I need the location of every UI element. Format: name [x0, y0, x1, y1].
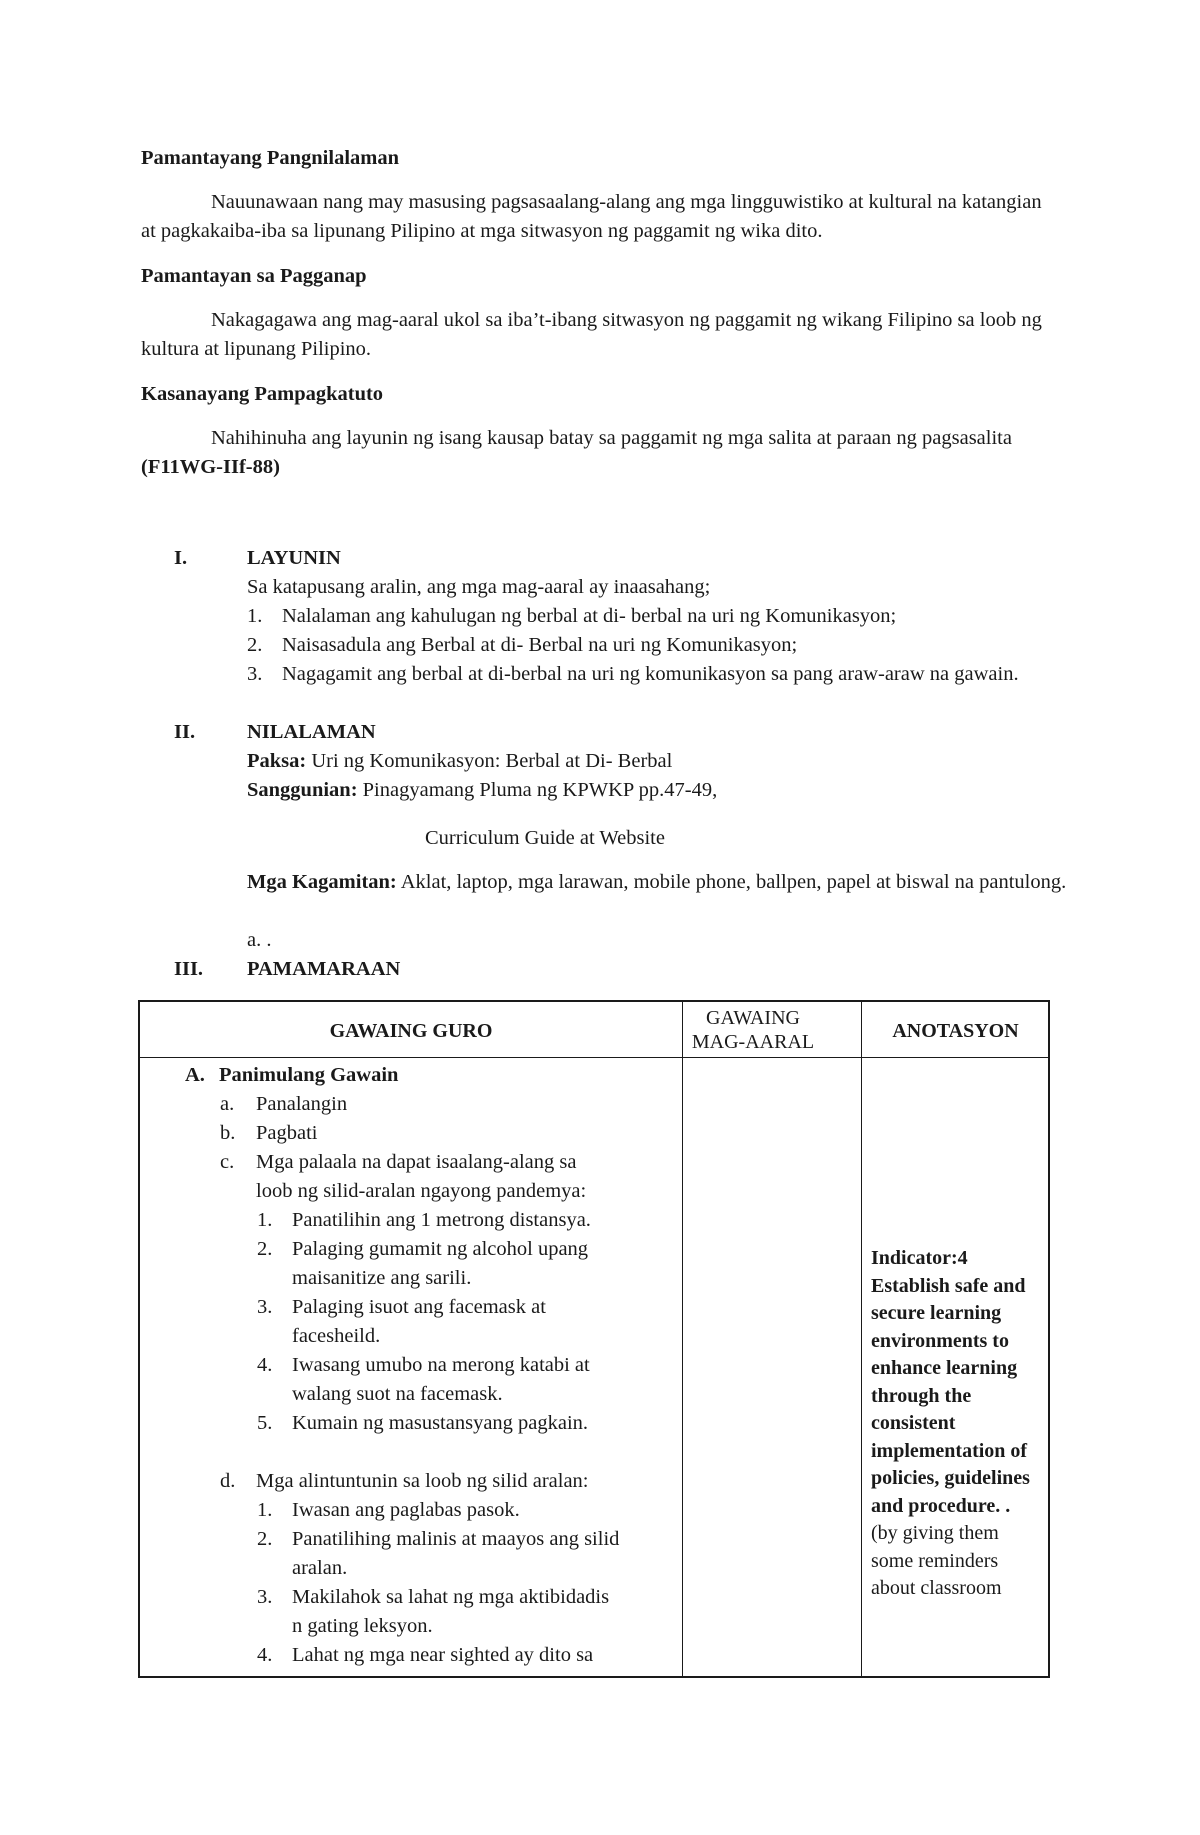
- competency-code: (F11WG-IIf-88): [141, 456, 280, 478]
- lesson-table: [138, 1000, 1050, 1678]
- objective-number: 1.: [247, 605, 263, 627]
- layunin-intro: Sa katapusang aralin, ang mga mag-aaral ay inaasahang;: [247, 576, 711, 598]
- sub-number: 1.: [257, 1499, 273, 1521]
- sub-item: Makilahok sa lahat ng mga aktibidadis: [292, 1586, 610, 1608]
- nilalaman-title: NILALAMAN: [247, 721, 376, 743]
- sub-item-continued: walang suot na facemask.: [292, 1383, 503, 1405]
- indicator-note: (by giving them some reminders about classroom: [871, 1522, 1002, 1599]
- list-item: Panalangin: [256, 1093, 348, 1115]
- section-title: Panimulang Gawain: [219, 1064, 399, 1086]
- sub-item: Iwasan ang paglabas pasok.: [292, 1499, 520, 1521]
- sanggunian-value: Pinagyamang Pluma ng KPWKP pp.47-49,: [357, 779, 718, 801]
- sub-item: Kumain ng masustansyang pagkain.: [292, 1412, 589, 1434]
- sub-item: Panatilihing malinis at maayos ang silid: [292, 1528, 620, 1550]
- objective-text: Nagagamit ang berbal at di-berbal na uri ng komunikasyon sa pang araw-araw na gawain.: [282, 663, 1019, 685]
- kagamitan-label: Mga Kagamitan:: [247, 871, 397, 893]
- sub-item: Palaging isuot ang facemask at: [292, 1296, 546, 1318]
- sub-item-continued: facesheild.: [292, 1325, 381, 1347]
- list-item-continued: loob ng silid-aralan ngayong pandemya:: [256, 1180, 587, 1202]
- sub-number: 4.: [257, 1354, 273, 1376]
- sub-item-continued: n gating leksyon.: [292, 1615, 433, 1637]
- header-gawaing-guro: GAWAING GURO: [329, 1020, 493, 1042]
- column-divider: [682, 1002, 683, 1676]
- section-numeral-3: III.: [174, 958, 204, 980]
- sub-number: 1.: [257, 1209, 273, 1231]
- sub-item-continued: maisanitize ang sarili.: [292, 1267, 472, 1289]
- kagamitan-line: [247, 868, 1067, 897]
- competency-text: Nahihinuha ang layunin ng isang kausap batay sa paggamit ng mga salita at paraan ng pagsasalita: [211, 427, 1012, 449]
- paksa-label: Paksa:: [247, 750, 307, 772]
- indicator-bold-text: Indicator:4 Establish safe and secure learning environments to enhance learning through the consistent implementation of policies, guidelines and procedure. .: [871, 1247, 1030, 1517]
- competency-heading: Kasanayang Pampagkatuto: [141, 383, 384, 405]
- header-gawaing-mag-aaral: GAWAING MAG-AARAL: [691, 1007, 815, 1053]
- list-letter: a.: [220, 1093, 235, 1115]
- list-letter: b.: [220, 1122, 236, 1144]
- content-standard-text: Nauunawaan nang may masusing pagsasaalang-alang ang mga lingguwistiko at kultural na katangian at pagkakaiba-iba sa lipunang Pilipino at mga sitwasyon ng paggamit ng wika dito.: [141, 191, 1042, 242]
- sub-number: 5.: [257, 1412, 273, 1434]
- kagamitan-value: Aklat, laptop, mga larawan, mobile phone, ballpen, papel at biswal na pantulong.: [396, 871, 1067, 893]
- indicator-annotation: [871, 1245, 1041, 1603]
- competency-paragraph: [141, 424, 1061, 482]
- sub-number: 3.: [257, 1586, 273, 1608]
- performance-standard-heading: Pamantayan sa Pagganap: [141, 265, 367, 287]
- paksa-line: [247, 747, 672, 776]
- sub-item: Panatilihin ang 1 metrong distansya.: [292, 1209, 591, 1231]
- curriculum-guide: Curriculum Guide at Website: [425, 827, 665, 849]
- section-numeral-1: I.: [174, 547, 188, 569]
- content-standard-heading: Pamantayang Pangnilalaman: [141, 147, 399, 169]
- extra-item: a. .: [247, 929, 272, 951]
- sub-number: 2.: [257, 1238, 273, 1260]
- column-divider: [861, 1002, 862, 1676]
- paksa-value: Uri ng Komunikasyon: Berbal at Di- Berbal: [306, 750, 673, 772]
- objective-text: Naisasadula ang Berbal at di- Berbal na uri ng Komunikasyon;: [282, 634, 798, 656]
- sanggunian-label: Sanggunian:: [247, 779, 358, 801]
- layunin-title: LAYUNIN: [247, 547, 341, 569]
- header-divider: [140, 1057, 1048, 1058]
- list-item: Pagbati: [256, 1122, 318, 1144]
- header-anotasyon: ANOTASYON: [892, 1020, 1019, 1042]
- objective-text: Nalalaman ang kahulugan ng berbal at di- berbal na uri ng Komunikasyon;: [282, 605, 897, 627]
- performance-standard-text: Nakagagawa ang mag-aaral ukol sa iba’t-ibang sitwasyon ng paggamit ng wikang Filipino sa loob ng kultura at lipunang Pilipino.: [141, 309, 1042, 360]
- sub-item: Lahat ng mga near sighted ay dito sa: [292, 1644, 594, 1666]
- sub-number: 4.: [257, 1644, 273, 1666]
- sub-item: Iwasang umubo na merong katabi at: [292, 1354, 590, 1376]
- section-numeral-2: II.: [174, 721, 196, 743]
- list-item: Mga palaala na dapat isaalang-alang sa: [256, 1151, 577, 1173]
- sub-item-continued: aralan.: [292, 1557, 348, 1579]
- sanggunian-line: [247, 776, 717, 805]
- sub-number: 3.: [257, 1296, 273, 1318]
- sub-number: 2.: [257, 1528, 273, 1550]
- list-letter: c.: [220, 1151, 235, 1173]
- list-letter: d.: [220, 1470, 236, 1492]
- objective-number: 3.: [247, 663, 263, 685]
- sub-item: Palaging gumamit ng alcohol upang: [292, 1238, 589, 1260]
- objective-number: 2.: [247, 634, 263, 656]
- section-letter: A.: [185, 1064, 205, 1086]
- list-item: Mga alintuntunin sa loob ng silid aralan:: [256, 1470, 589, 1492]
- pamamaraan-title: PAMAMARAAN: [247, 958, 401, 980]
